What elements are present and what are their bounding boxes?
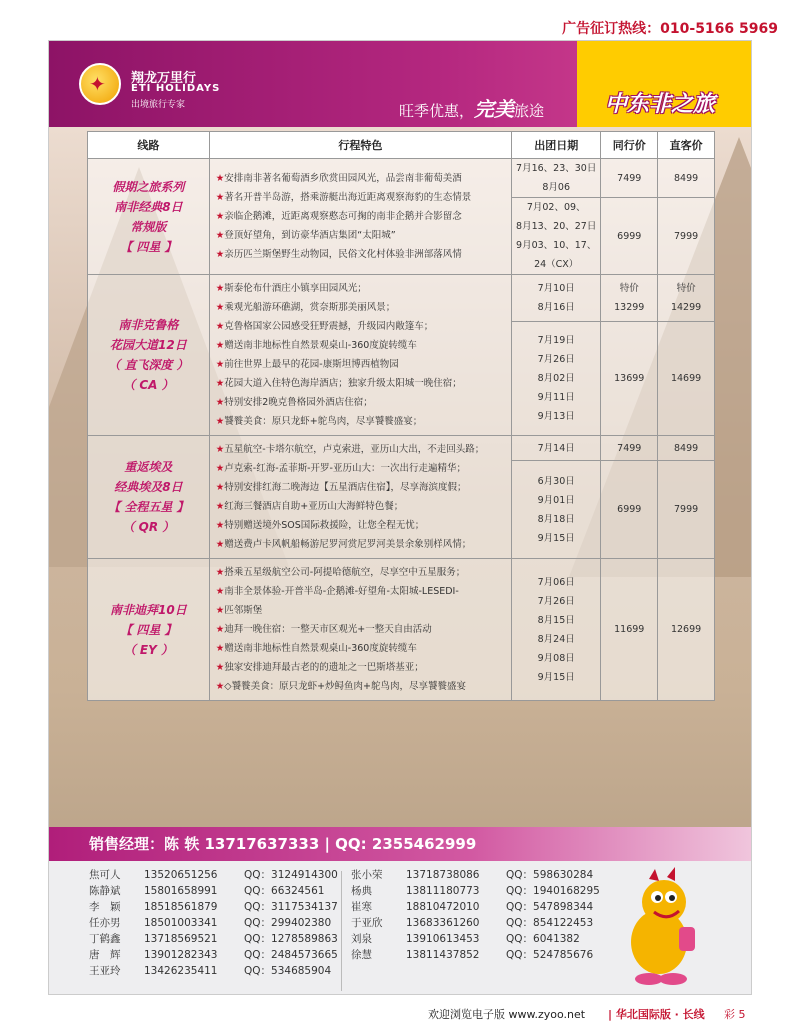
route-name-line: 常规版	[130, 219, 167, 234]
departure-date: 8月06	[542, 182, 571, 193]
routes-table	[87, 131, 715, 701]
route-name-cell	[88, 436, 210, 559]
feature-text: 特别赠送境外SOS国际救援险，让您全程无忧；	[224, 520, 425, 531]
contact-qq: QQ：299402380	[244, 917, 332, 929]
feature-text: 匹邻斯堡	[224, 605, 263, 616]
feature-text: 赠送南非地标性自然景观桌山-360度旋转缆车	[224, 340, 417, 351]
route-name-line: 假期之旅系列	[112, 179, 185, 194]
departure-date: 8月15日	[537, 614, 575, 626]
star-icon: ★	[215, 567, 225, 578]
contact-qq: QQ：66324561	[244, 885, 325, 897]
feature-line	[216, 336, 505, 355]
feature-text: 卢克索-红海-孟菲斯-开罗-亚历山大：一次出行走遍精华；	[224, 463, 466, 474]
star-icon: ★	[215, 444, 225, 455]
contact-phone: 18501003341	[144, 917, 218, 929]
region-tag-label: 中东非之旅	[605, 92, 716, 117]
departure-date: 7月14日	[537, 442, 575, 454]
route-features-cell	[209, 275, 511, 436]
feature-text: 前往世界上最早的花园-康斯坦博西植物园	[224, 359, 399, 370]
ad-hotline: 广告征订热线：010-5166 5969	[562, 21, 778, 37]
contact-phone: 13901282343	[144, 949, 218, 961]
departure-dates-cell	[512, 159, 601, 198]
departure-date: 9月01日	[537, 494, 575, 506]
feature-text: 赠送南非地标性自然景观桌山-360度旋转缆车	[224, 643, 417, 654]
dragon-mascot-icon	[609, 867, 709, 992]
feature-text: 红海三餐酒店自助+亚历山大海鲜特色餐；	[224, 501, 404, 512]
departure-date: 7月19日	[537, 334, 575, 346]
star-icon: ★	[215, 397, 225, 408]
price-value: 12699	[670, 624, 702, 635]
departure-date: 9月15日	[537, 671, 575, 683]
price-value: 特价	[676, 282, 696, 294]
direct-price-cell	[658, 461, 715, 559]
departure-date: 8月16日	[537, 301, 575, 313]
direct-price-cell	[658, 436, 715, 461]
contacts-left-column	[89, 867, 364, 979]
feature-line	[216, 563, 505, 582]
departure-dates-cell	[512, 436, 601, 461]
route-name-line: 【 全程五星 】	[108, 500, 189, 514]
contact-row	[351, 867, 626, 883]
slogan-part-a: 旺季优惠，	[399, 102, 475, 120]
route-name-line: （ CA ）	[123, 378, 174, 392]
contact-qq: QQ：3124914300	[244, 869, 338, 881]
contact-phone: 13811437852	[406, 949, 480, 961]
contact-phone: 18810472010	[406, 901, 480, 913]
departure-date: 24（CX）	[534, 259, 579, 270]
contact-row	[89, 867, 364, 883]
feature-line	[216, 601, 505, 620]
contact-name: 丁鹤鑫	[89, 933, 121, 945]
price-value: 7999	[673, 230, 699, 242]
feature-text: 独家安排迪拜最古老的的遗址之一巴斯塔基亚；	[224, 662, 424, 673]
col-header-route: 线路	[88, 132, 210, 159]
contact-qq: QQ：1940168295	[506, 885, 600, 897]
feature-line	[216, 188, 505, 207]
feature-line	[216, 207, 505, 226]
contacts-panel	[49, 861, 752, 995]
peer-price-cell	[601, 559, 658, 701]
departure-date: 9月03、10、17、	[516, 240, 597, 251]
contact-row	[351, 931, 626, 947]
contact-row	[351, 947, 626, 963]
feature-text: 亲临企鹅滩，近距离观察憨态可掬的南非企鹅并合影留念	[224, 211, 462, 222]
star-icon: ★	[215, 605, 225, 616]
price-value: 特价	[619, 282, 639, 294]
star-icon: ★	[215, 539, 225, 550]
star-icon: ★	[215, 681, 225, 692]
contact-name: 于亚欣	[351, 917, 383, 929]
feature-text: 搭乘五星级航空公司-阿提哈德航空，尽享空中五星服务；	[224, 567, 466, 578]
star-icon: ★	[215, 192, 225, 203]
feature-text: 南非全景体验-开普半岛-企鹅滩-好望角-太阳城-LESEDI-	[224, 586, 459, 597]
star-icon: ★	[215, 230, 225, 241]
feature-line	[216, 639, 505, 658]
contact-qq: QQ：547898344	[506, 901, 594, 913]
slogan-part-b: 完美	[474, 97, 515, 121]
departure-dates-cell	[512, 198, 601, 275]
contact-name: 杨典	[351, 885, 372, 897]
contact-name: 张小荣	[351, 869, 383, 881]
contact-qq: QQ：854122453	[506, 917, 594, 929]
brand-logo	[79, 63, 121, 105]
feature-text: 克鲁格国家公园感受狂野震撼，升级园内敞篷车；	[224, 321, 434, 332]
contact-row	[351, 883, 626, 899]
contact-row	[89, 931, 364, 947]
peer-price-cell	[601, 436, 658, 461]
contact-phone: 18518561879	[144, 901, 218, 913]
direct-price-cell	[658, 275, 715, 322]
direct-price-cell	[658, 321, 715, 436]
price-value: 6999	[617, 504, 642, 516]
price-value: 6999	[617, 230, 642, 242]
feature-line	[216, 279, 505, 298]
price-value: 13699	[614, 372, 645, 384]
feature-text: 登顶好望角，到访豪华酒店集团“太阳城”	[224, 230, 396, 241]
contacts-right-column	[351, 867, 626, 963]
departure-dates-cell	[512, 461, 601, 559]
contact-qq: QQ：598630284	[506, 869, 594, 881]
departure-date: 8月24日	[537, 633, 575, 645]
col-header-peer-price: 同行价	[601, 132, 658, 159]
contact-phone: 13683361260	[406, 917, 480, 929]
departure-date: 9月15日	[537, 532, 575, 544]
feature-line	[216, 226, 505, 245]
peer-price-cell	[601, 321, 658, 436]
sales-manager-bar	[49, 827, 752, 861]
star-icon: ★	[215, 211, 225, 222]
brand-name-en: ETI HOLIDAYS	[131, 83, 221, 94]
peer-price-cell	[601, 159, 658, 198]
feature-text: 乘观光船游环礁湖，赏奈斯那美丽风景；	[224, 302, 396, 313]
price-value: 14699	[670, 372, 702, 384]
col-header-features: 行程特色	[209, 132, 511, 159]
price-value: 14299	[670, 301, 702, 313]
star-icon: ★	[215, 501, 225, 512]
star-icon: ★	[215, 302, 225, 313]
route-name-line: 南非迪拜10日	[110, 602, 187, 617]
contact-name: 王亚玲	[89, 965, 121, 977]
feature-text: 迪拜一晚住宿：一整天市区观光+一整天自由活动	[224, 624, 432, 635]
price-value: 7999	[673, 504, 699, 516]
star-icon: ★	[215, 359, 225, 370]
contact-row	[89, 883, 364, 899]
star-icon: ★	[215, 482, 225, 493]
contact-phone: 13910613453	[406, 933, 480, 945]
feature-text: 亲历匹兰斯堡野生动物园，民俗文化村体验非洲部落风情	[224, 249, 462, 260]
departure-dates-cell	[512, 559, 601, 701]
departure-date: 7月10日	[537, 282, 575, 294]
feature-text: 五星航空-卡塔尔航空，卢克索进，亚历山大出，不走回头路；	[224, 444, 485, 455]
feature-text: 花园大道入住特色海岸酒店；独家升级太阳城一晚住宿；	[224, 378, 462, 389]
direct-price-cell	[658, 159, 715, 198]
page-frame	[48, 40, 752, 995]
price-value: 7499	[617, 172, 642, 184]
header-banner	[49, 41, 752, 127]
region-tag	[577, 41, 752, 127]
feature-line	[216, 478, 505, 497]
page-footer	[0, 996, 800, 1028]
star-icon: ★	[215, 249, 225, 260]
departure-date: 8月13、20、27日	[516, 221, 597, 232]
dragon-icon: ✦	[89, 72, 106, 96]
feature-line	[216, 620, 505, 639]
departure-date: 6月30日	[537, 475, 575, 487]
route-name-cell	[88, 559, 210, 701]
feature-line	[216, 440, 505, 459]
contact-phone: 13520651256	[144, 869, 218, 881]
table-row	[88, 436, 715, 461]
feature-line	[216, 374, 505, 393]
contacts-divider	[341, 871, 342, 991]
star-icon: ★	[215, 586, 225, 597]
departure-dates-cell	[512, 275, 601, 322]
feature-line	[216, 169, 505, 188]
price-value: 11699	[614, 624, 645, 635]
direct-price-cell	[658, 559, 715, 701]
departure-date: 7月16、23、30日	[516, 163, 597, 174]
contact-qq: QQ：1278589863	[244, 933, 338, 945]
star-icon: ★	[215, 283, 225, 294]
table-header-row	[88, 132, 715, 159]
brand-subtitle: 出境旅行专家	[131, 100, 186, 110]
peer-price-cell	[601, 461, 658, 559]
contact-row	[89, 915, 364, 931]
direct-price-cell	[658, 198, 715, 275]
departure-date: 8月18日	[537, 513, 575, 525]
footer-site: 欢迎浏览电子版 www.zyoo.net	[428, 1008, 586, 1021]
price-value: 8499	[673, 442, 699, 454]
route-name-line: 经典埃及8日	[114, 480, 183, 494]
contact-name: 崔寒	[351, 901, 372, 913]
star-icon: ★	[215, 321, 225, 332]
feature-line	[216, 355, 505, 374]
peer-price-cell	[601, 198, 658, 275]
col-header-direct-price: 直客价	[658, 132, 715, 159]
route-name-line: 【 四星 】	[120, 622, 177, 637]
route-name-line: 【 四星 】	[120, 239, 177, 254]
contact-name: 徐慧	[351, 949, 372, 961]
contact-phone: 13811180773	[406, 885, 480, 897]
route-name-line: 重返埃及	[124, 460, 173, 474]
feature-line	[216, 298, 505, 317]
contact-row	[89, 947, 364, 963]
star-icon: ★	[215, 340, 225, 351]
star-icon: ★	[215, 624, 225, 635]
contact-phone: 13718738086	[406, 869, 480, 881]
contact-qq: QQ：524785676	[506, 949, 594, 961]
brand-name-cn: 翔龙万里行	[131, 71, 197, 86]
contact-row	[89, 963, 364, 979]
feature-line	[216, 582, 505, 601]
route-features-cell	[209, 559, 511, 701]
contact-name: 任亦男	[89, 917, 121, 929]
feature-line	[216, 245, 505, 264]
col-header-dates: 出团日期	[512, 132, 601, 159]
table-row	[88, 159, 715, 198]
route-name-line: 南非克鲁格	[118, 318, 179, 332]
departure-date: 7月26日	[537, 595, 575, 607]
sales-manager-text: 销售经理：陈 轶 13717637333 | QQ: 2355462999	[89, 835, 477, 853]
star-icon: ★	[215, 463, 225, 474]
feature-line	[216, 412, 505, 431]
star-icon: ★	[215, 416, 225, 427]
contact-name: 刘泉	[351, 933, 372, 945]
departure-date: 9月08日	[537, 652, 575, 664]
feature-line	[216, 516, 505, 535]
contact-row	[351, 899, 626, 915]
departure-date: 7月06日	[537, 576, 575, 588]
route-features-cell	[209, 159, 511, 275]
star-icon: ★	[215, 378, 225, 389]
feature-line	[216, 677, 505, 696]
departure-dates-cell	[512, 321, 601, 436]
route-name-cell	[88, 159, 210, 275]
contact-phone: 13718569521	[144, 933, 218, 945]
star-icon: ★	[215, 520, 225, 531]
feature-line	[216, 658, 505, 677]
contact-name: 唐 辉	[89, 949, 121, 961]
feature-line	[216, 497, 505, 516]
price-value: 8499	[673, 172, 699, 184]
peer-price-cell	[601, 275, 658, 322]
page-number: 彩 5	[724, 1008, 746, 1021]
contact-name: 焦可人	[89, 869, 121, 881]
contact-row	[89, 899, 364, 915]
route-name-line: 南非经典8日	[114, 199, 183, 214]
departure-date: 7月26日	[537, 353, 575, 365]
feature-line	[216, 459, 505, 478]
price-value: 13299	[614, 301, 645, 313]
feature-line	[216, 393, 505, 412]
table-row	[88, 275, 715, 322]
route-name-line: （ QR ）	[122, 520, 175, 534]
route-features-cell	[209, 436, 511, 559]
route-name-line: （ 直飞深度 ）	[108, 358, 189, 372]
contact-row	[351, 915, 626, 931]
departure-date: 8月02日	[537, 372, 575, 384]
feature-text: 饕餮美食：原只龙虾+鸵鸟肉，尽享饕餮盛宴；	[224, 416, 423, 427]
route-name-line: （ EY ）	[123, 642, 173, 657]
feature-text: 特别安排2晚克鲁格园外酒店住宿；	[224, 397, 373, 408]
price-value: 7499	[617, 442, 642, 454]
feature-text: 赠送费卢卡风帆船畅游尼罗河赏尼罗河美景余象别样风情；	[224, 539, 472, 550]
contact-qq: QQ：3117534137	[244, 901, 338, 913]
table-row	[88, 559, 715, 701]
footer-edition: | 华北国际版 · 长线	[608, 1008, 705, 1021]
star-icon: ★	[215, 173, 225, 184]
contact-phone: 13426235411	[144, 965, 218, 977]
slogan-part-c: 旅途	[514, 102, 545, 120]
slogan	[399, 93, 544, 122]
departure-date: 9月11日	[537, 391, 575, 403]
contact-name: 李 颖	[89, 901, 121, 913]
feature-text: 斯泰伦布什酒庄小镇享田园风光；	[224, 283, 367, 294]
star-icon: ★	[215, 662, 225, 673]
feature-text: ◇饕餮美食：原只龙虾+炒鲟鱼肉+鸵鸟肉，尽享饕餮盛宴	[224, 681, 466, 692]
contact-qq: QQ：2484573665	[244, 949, 338, 961]
feature-line	[216, 535, 505, 554]
feature-text: 安排南非著名葡萄酒乡欣赏田园风光，品尝南非葡萄美酒	[224, 173, 462, 184]
route-name-line: 花园大道12日	[110, 338, 187, 352]
departure-date: 7月02、09、	[526, 202, 586, 213]
feature-line	[216, 317, 505, 336]
star-icon: ★	[215, 643, 225, 654]
feature-text: 著名开普半岛游，搭乘游艇出海近距离观察海豹的生态情景	[224, 192, 472, 203]
contact-phone: 15801658991	[144, 885, 218, 897]
contact-name: 陈静斌	[89, 885, 121, 897]
route-name-cell	[88, 275, 210, 436]
departure-date: 9月13日	[537, 410, 575, 422]
contact-qq: QQ：534685904	[244, 965, 332, 977]
feature-text: 特别安排红海二晚海边【五星酒店住宿】，尽享海滨度假；	[224, 482, 467, 493]
contact-qq: QQ：6041382	[506, 933, 580, 945]
